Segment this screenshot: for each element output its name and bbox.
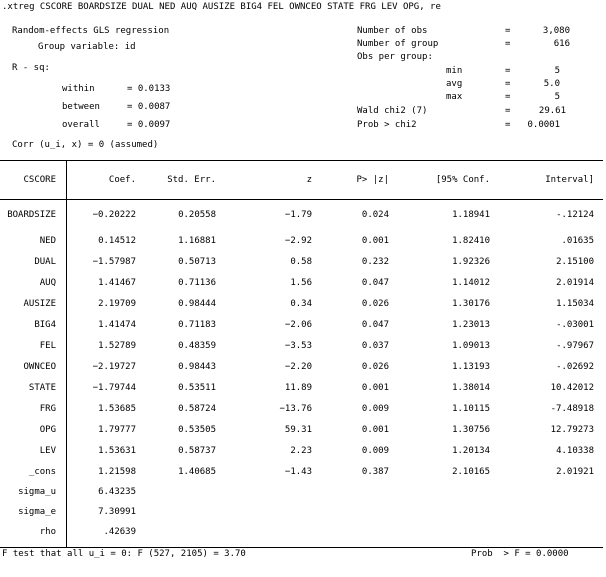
- column-header: CSCORE: [23, 175, 56, 185]
- group-value: 616: [553, 39, 570, 49]
- table-cell: 0.009: [361, 446, 389, 456]
- table-cell: 1.16881: [178, 236, 216, 246]
- row-label: sigma_e: [18, 507, 56, 517]
- table-cell: 2.15100: [556, 257, 594, 267]
- table-cell: .42639: [103, 527, 136, 537]
- table-header-rule: [0, 199, 603, 200]
- between-value: = 0.0087: [127, 102, 171, 112]
- table-cell: 0.387: [361, 467, 389, 477]
- table-cell: 1.15034: [556, 299, 594, 309]
- table-cell: 0.98443: [178, 362, 216, 372]
- corr-assumption: Corr (u_i, x) = 0 (assumed): [12, 140, 159, 150]
- wald-value: 29.61: [538, 106, 566, 116]
- obs-value: 3,080: [542, 26, 570, 36]
- table-cell: −2.06: [284, 320, 312, 330]
- table-cell: −0.20222: [92, 210, 136, 220]
- obs-eq: =: [505, 26, 511, 36]
- overall-label: overall: [62, 120, 100, 130]
- table-cell: 0.001: [361, 425, 389, 435]
- table-cell: 0.026: [361, 299, 389, 309]
- table-cell: 7.30991: [98, 507, 136, 517]
- column-header: [95% Conf.: [435, 175, 490, 185]
- table-cell: 1.30176: [452, 299, 490, 309]
- prob-chi2-eq: =: [505, 120, 511, 130]
- table-cell: 1.23013: [452, 320, 490, 330]
- column-header: z: [306, 175, 312, 185]
- row-label: LEV: [39, 446, 56, 456]
- table-top-rule: [0, 160, 603, 161]
- row-label: NED: [39, 236, 56, 246]
- table-cell: 2.19709: [98, 299, 136, 309]
- table-cell: 0.50713: [178, 257, 216, 267]
- table-cell: 10.42012: [550, 383, 594, 393]
- table-cell: −3.53: [284, 341, 312, 351]
- row-label: AUQ: [39, 278, 56, 288]
- overall-value: = 0.0097: [127, 120, 171, 130]
- table-cell: 0.20558: [178, 210, 216, 220]
- max-label: max: [446, 92, 463, 102]
- group-variable: Group variable: id: [38, 42, 136, 52]
- table-cell: 1.79777: [98, 425, 136, 435]
- group-label: Number of group: [357, 39, 439, 49]
- table-cell: −1.79: [284, 210, 312, 220]
- avg-value: 5.0: [543, 79, 560, 89]
- table-cell: −2.20: [284, 362, 312, 372]
- row-label: _cons: [28, 467, 56, 477]
- table-cell: −1.43: [284, 467, 312, 477]
- table-cell: 1.30756: [452, 425, 490, 435]
- table-cell: 0.026: [361, 362, 389, 372]
- table-cell: 0.047: [361, 278, 389, 288]
- table-cell: 6.43235: [98, 487, 136, 497]
- group-eq: =: [505, 39, 511, 49]
- table-cell: −2.92: [284, 236, 312, 246]
- table-cell: 4.10338: [556, 446, 594, 456]
- table-cell: 2.10165: [452, 467, 490, 477]
- table-cell: 0.047: [361, 320, 389, 330]
- obs-label: Number of obs: [357, 26, 428, 36]
- row-label: DUAL: [34, 257, 56, 267]
- table-cell: 1.18941: [452, 210, 490, 220]
- table-cell: 1.82410: [452, 236, 490, 246]
- table-cell: -.97967: [556, 341, 594, 351]
- table-cell: 0.53505: [178, 425, 216, 435]
- max-value: 5: [554, 92, 560, 102]
- table-cell: .01635: [561, 236, 594, 246]
- table-cell: 0.037: [361, 341, 389, 351]
- table-cell: 0.98444: [178, 299, 216, 309]
- table-cell: 1.20134: [452, 446, 490, 456]
- table-bottom-rule: [0, 547, 603, 548]
- row-label: STATE: [28, 383, 56, 393]
- table-cell: 0.48359: [178, 341, 216, 351]
- row-label: AUSIZE: [23, 299, 56, 309]
- max-eq: =: [505, 92, 511, 102]
- table-cell: 0.001: [361, 383, 389, 393]
- prob-chi2-label: Prob > chi2: [357, 120, 417, 130]
- wald-label: Wald chi2 (7): [357, 106, 428, 116]
- row-label: FEL: [39, 341, 56, 351]
- wald-eq: =: [505, 106, 511, 116]
- table-cell: 1.53631: [98, 446, 136, 456]
- row-label: FRG: [39, 404, 56, 414]
- table-cell: 1.53685: [98, 404, 136, 414]
- row-label: rho: [39, 527, 56, 537]
- table-cell: 1.92326: [452, 257, 490, 267]
- row-label: OPG: [39, 425, 56, 435]
- table-cell: 2.01921: [556, 467, 594, 477]
- table-cell: 1.41467: [98, 278, 136, 288]
- table-cell: 2.01914: [556, 278, 594, 288]
- row-label: sigma_u: [18, 487, 56, 497]
- table-cell: 59.31: [284, 425, 312, 435]
- table-cell: 0.009: [361, 404, 389, 414]
- within-value: = 0.0133: [127, 84, 171, 94]
- table-cell: 0.001: [361, 236, 389, 246]
- table-cell: 1.14012: [452, 278, 490, 288]
- table-cell: −1.79744: [92, 383, 136, 393]
- table-cell: -.03001: [556, 320, 594, 330]
- per-group-label: Obs per group:: [357, 52, 433, 62]
- table-cell: −1.57987: [92, 257, 136, 267]
- table-cell: 1.56: [290, 278, 312, 288]
- table-cell: 0.232: [361, 257, 389, 267]
- table-cell: 0.71183: [178, 320, 216, 330]
- avg-label: avg: [446, 79, 463, 89]
- table-cell: 1.38014: [452, 383, 490, 393]
- min-value: 5: [554, 66, 560, 76]
- table-cell: 0.58737: [178, 446, 216, 456]
- column-header: Interval]: [545, 175, 594, 185]
- command-line: .xtreg CSCORE BOARDSIZE DUAL NED AUQ AUSIZE BIG4 FEL OWNCEO STATE FRG LEV OPG, re: [2, 2, 441, 12]
- table-cell: 1.52789: [98, 341, 136, 351]
- table-cell: 11.89: [284, 383, 312, 393]
- min-label: min: [446, 66, 463, 76]
- table-cell: −2.19727: [92, 362, 136, 372]
- table-cell: 1.09013: [452, 341, 490, 351]
- table-cell: 1.41474: [98, 320, 136, 330]
- table-cell: 0.34: [290, 299, 312, 309]
- row-label: BOARDSIZE: [7, 210, 56, 220]
- table-cell: 1.10115: [452, 404, 490, 414]
- table-cell: 1.40685: [178, 467, 216, 477]
- avg-eq: =: [505, 79, 511, 89]
- table-cell: 0.14512: [98, 236, 136, 246]
- table-cell: 0.58724: [178, 404, 216, 414]
- column-header: Coef.: [108, 175, 136, 185]
- column-header: P> |z|: [356, 175, 389, 185]
- between-label: between: [62, 102, 100, 112]
- table-cell: -.12124: [556, 210, 594, 220]
- table-cell: 1.21598: [98, 467, 136, 477]
- table-cell: 0.024: [361, 210, 389, 220]
- table-cell: 0.71136: [178, 278, 216, 288]
- column-header: Std. Err.: [167, 175, 216, 185]
- row-label: BIG4: [34, 320, 56, 330]
- within-label: within: [62, 84, 95, 94]
- row-label: OWNCEO: [23, 362, 56, 372]
- ftest-prob: Prob > F = 0.0000: [471, 549, 569, 559]
- table-cell: -.02692: [556, 362, 594, 372]
- table-cell: 12.79273: [550, 425, 594, 435]
- model-title: Random-effects GLS regression: [12, 26, 170, 36]
- table-cell: −13.76: [279, 404, 312, 414]
- min-eq: =: [505, 66, 511, 76]
- table-cell: 0.53511: [178, 383, 216, 393]
- ftest-line: F test that all u_i = 0: F (527, 2105) = 3.70: [2, 549, 246, 559]
- table-cell: -7.48918: [550, 404, 594, 414]
- table-cell: 2.23: [290, 446, 312, 456]
- table-cell: 1.13193: [452, 362, 490, 372]
- table-cell: 0.58: [290, 257, 312, 267]
- prob-chi2-value: 0.0001: [527, 120, 560, 130]
- rsq-label: R - sq:: [12, 63, 50, 73]
